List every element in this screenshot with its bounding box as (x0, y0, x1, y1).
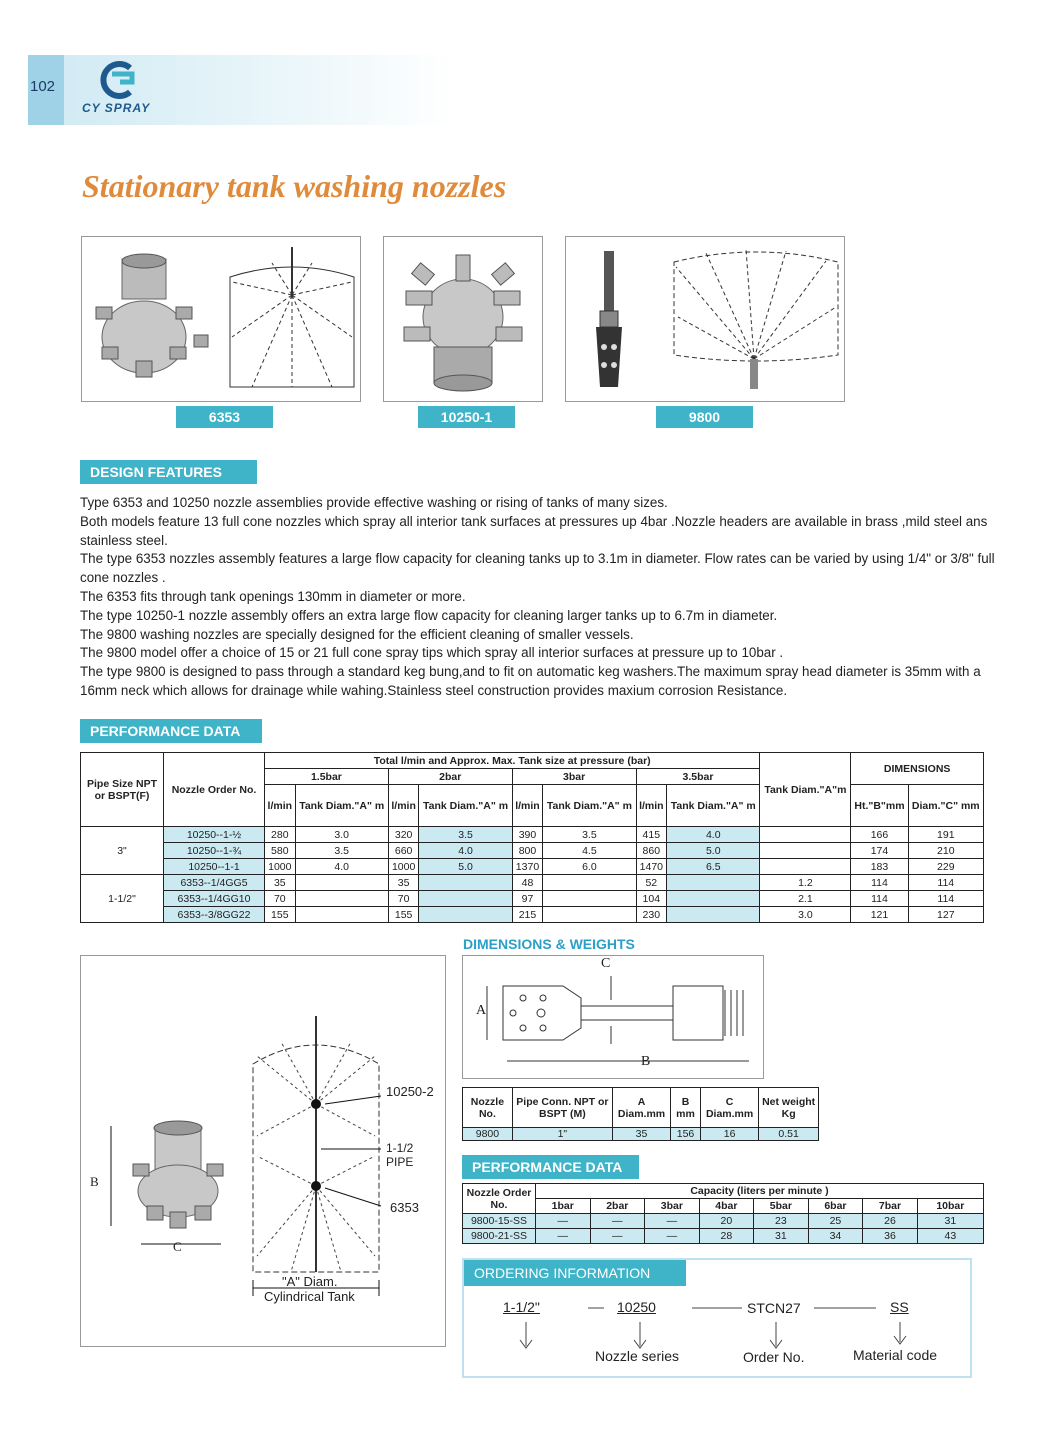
label-material-code: Material code (853, 1347, 938, 1363)
header-pressure: 2bar (590, 1199, 645, 1214)
code-pipe-size: 1-1/2" (503, 1299, 540, 1315)
cell: 34 (808, 1229, 863, 1244)
cell-ht: 174 (851, 843, 908, 859)
header-nozzle-no: Nozzle No. (463, 1088, 513, 1128)
header-pressure: 1.5bar (265, 769, 389, 785)
label-pipe-size: 1-1/2 (386, 1141, 414, 1155)
cell-dc: 114 (908, 891, 983, 907)
nozzle-10250-illustration (384, 237, 542, 401)
header-pressure: 3bar (645, 1199, 700, 1214)
cell-tank: 1.2 (760, 875, 851, 891)
cell: — (536, 1229, 591, 1244)
header-capacity: Capacity (liters per minute ) (536, 1184, 984, 1199)
design-paragraph: The type 6353 nozzles assembly features a large flow capacity for cleaning tanks up to 3.1m in diameter. Flow rates can be varied by using 1/4" or 3/8" full cone nozzles . (80, 551, 995, 586)
cell: 3.5 (543, 827, 636, 843)
nozzle-9800-drawing (463, 956, 763, 1078)
dimensions-weights-heading: DIMENSIONS & WEIGHTS (463, 936, 635, 952)
cy-spray-logo-icon (92, 60, 142, 100)
cell: 6.5 (667, 859, 760, 875)
cell: 52 (636, 875, 667, 891)
cell: 580 (265, 843, 296, 859)
cell: 104 (636, 891, 667, 907)
cell (543, 875, 636, 891)
cell: 3.5 (419, 827, 512, 843)
label-pipe: PIPE (386, 1155, 414, 1169)
table-row (463, 1229, 984, 1244)
nozzle-6353-illustration (82, 237, 360, 401)
code-nozzle-series: 10250 (617, 1299, 656, 1315)
label-6353: 6353 (176, 406, 273, 428)
down-arrow-icon (634, 1322, 646, 1348)
code-order-no: STCN27 (747, 1300, 801, 1316)
cell: 4.5 (543, 843, 636, 859)
cell: — (536, 1214, 591, 1229)
cell: 36 (863, 1229, 918, 1244)
cell (419, 875, 512, 891)
brand-name: CY SPRAY (82, 101, 151, 115)
cell: — (645, 1229, 700, 1244)
label-c-diam: C (173, 1239, 182, 1254)
header-c-diam: C Diam.mm (700, 1088, 758, 1128)
down-arrow-icon (894, 1322, 906, 1344)
cell: 4.0 (667, 827, 760, 843)
header-pressure: 5bar (754, 1199, 809, 1214)
label-cylindrical-tank: Cylindrical Tank (264, 1289, 355, 1304)
table-row (463, 1214, 984, 1229)
cell: 25 (808, 1214, 863, 1229)
cell-pipe: 1-1/2" (81, 875, 164, 923)
header-pressure: 3bar (512, 769, 636, 785)
cell (419, 891, 512, 907)
page-title: Stationary tank washing nozzles (82, 168, 507, 204)
cell-tank (760, 859, 851, 875)
cell: 660 (388, 843, 419, 859)
cell: 35 (612, 1128, 670, 1141)
cell: 860 (636, 843, 667, 859)
cell (543, 907, 636, 923)
header-a-diam: A Diam.mm (612, 1088, 670, 1128)
cell: 3.5 (295, 843, 388, 859)
cell: 390 (512, 827, 543, 843)
design-paragraph: Type 6353 and 10250 nozzle assemblies provide effective washing or rising of tanks of many sizes. (80, 495, 668, 510)
cell: 156 (671, 1128, 701, 1141)
cell: 70 (388, 891, 419, 907)
header-tank-a: Tank Diam."A" m (543, 785, 636, 827)
performance-table (80, 752, 984, 923)
header-pressure: 2bar (388, 769, 512, 785)
cell: 9800 (463, 1128, 513, 1141)
design-paragraph: The 9800 washing nozzles are specially designed for the efficient cleaning of smaller vessels. (80, 626, 634, 642)
cell-order: 6353--1/4GG10 (164, 891, 265, 907)
cell: 48 (512, 875, 543, 891)
label-b-height: B (90, 1174, 99, 1189)
cell-order: 9800-15-SS (463, 1214, 536, 1229)
header-pipe-conn: Pipe Conn. NPT or BSPT (M) (512, 1088, 612, 1128)
cell: — (645, 1214, 700, 1229)
header-lmin: l/min (512, 785, 543, 827)
header-pipe-size: Pipe Size NPT or BSPT(F) (81, 753, 164, 827)
header-nozzle-order: Nozzle Order No. (164, 753, 265, 827)
cell: 31 (917, 1214, 983, 1229)
cell: 35 (388, 875, 419, 891)
performance-data-heading: PERFORMANCE DATA (80, 719, 262, 743)
header-tank-a: Tank Diam."A" m (667, 785, 760, 827)
cell-dc: 127 (908, 907, 983, 923)
cell (295, 891, 388, 907)
header-diam-c: Diam."C" mm (908, 785, 983, 827)
design-features-heading: DESIGN FEATURES (80, 460, 257, 484)
header-pressure: 4bar (699, 1199, 754, 1214)
cell: 35 (265, 875, 296, 891)
performance-data-9800-heading: PERFORMANCE DATA (462, 1155, 639, 1179)
cell: 155 (388, 907, 419, 923)
header-pressure: 10bar (917, 1199, 983, 1214)
cell: 280 (265, 827, 296, 843)
page-number: 102 (30, 78, 56, 95)
cell-ht: 183 (851, 859, 908, 875)
design-features-text (80, 494, 1000, 701)
table-row (81, 875, 984, 891)
cell: 4.0 (419, 843, 512, 859)
cell: 320 (388, 827, 419, 843)
cell-order: 9800-21-SS (463, 1229, 536, 1244)
cell (667, 875, 760, 891)
nozzle-9800-dimension-drawing (462, 955, 764, 1079)
cell: 31 (754, 1229, 809, 1244)
cell: 1470 (636, 859, 667, 875)
table-row (81, 859, 984, 875)
cell-order: 10250--1-1 (164, 859, 265, 875)
dim-label-b: B (641, 1054, 651, 1069)
cell-order: 6353--3/8GG22 (164, 907, 265, 923)
label-order-no: Order No. (743, 1349, 805, 1365)
header-tank-a: Tank Diam."A" m (419, 785, 512, 827)
cell-dc: 114 (908, 875, 983, 891)
dim-label-a: A (476, 1003, 487, 1018)
cell: — (590, 1214, 645, 1229)
cell: 215 (512, 907, 543, 923)
table-row (81, 891, 984, 907)
cell: 3.0 (295, 827, 388, 843)
header-lmin: l/min (265, 785, 296, 827)
cell (419, 907, 512, 923)
table-row (81, 843, 984, 859)
cell-dc: 191 (908, 827, 983, 843)
label-6353-diagram: 6353 (390, 1200, 419, 1215)
header-ht-b: Ht."B"mm (851, 785, 908, 827)
cell: — (590, 1229, 645, 1244)
down-arrow-icon (520, 1322, 532, 1348)
cell: 6.0 (543, 859, 636, 875)
cell (543, 891, 636, 907)
cell-ht: 166 (851, 827, 908, 843)
header-dimensions: DIMENSIONS (851, 753, 984, 785)
cell: 26 (863, 1214, 918, 1229)
cell (295, 907, 388, 923)
cell: 0.51 (759, 1128, 819, 1141)
cell: 800 (512, 843, 543, 859)
cell-tank: 2.1 (760, 891, 851, 907)
cell-ht: 114 (851, 891, 908, 907)
dim-label-c: C (601, 956, 611, 971)
cell (295, 875, 388, 891)
design-paragraph: The 6353 fits through tank openings 130mm in diameter or more. (80, 588, 466, 604)
cell: 28 (699, 1229, 754, 1244)
cell-order: 6353--1/4GG5 (164, 875, 265, 891)
header-pressure: 7bar (863, 1199, 918, 1214)
header-b-mm: B mm (671, 1088, 701, 1128)
cell: 97 (512, 891, 543, 907)
header-tank-diam: Tank Diam."A"m (760, 753, 851, 827)
cell (667, 891, 760, 907)
cell-pipe: 3" (81, 827, 164, 875)
header-nozzle-order-no: Nozzle Order No. (463, 1184, 536, 1214)
label-10250-2: 10250-2 (386, 1084, 434, 1099)
cell-tank (760, 827, 851, 843)
header-lmin: l/min (388, 785, 419, 827)
design-paragraph: The type 9800 is designed to pass through a standard keg bung,and to fit on automatic keg washers.The maximum spray head diameter is 35mm with a 16mm neck which allows for drainage while wahing.Stainless steel construction provides maxium corrosion Resistance. (80, 664, 981, 698)
cell: 1000 (388, 859, 419, 875)
cell: 16 (700, 1128, 758, 1141)
capacity-table (462, 1183, 984, 1244)
cell-order: 10250--1-¾ (164, 843, 265, 859)
cell-dc: 210 (908, 843, 983, 859)
cell-tank: 3.0 (760, 907, 851, 923)
cell: 20 (699, 1214, 754, 1229)
product-9800-image (565, 236, 845, 402)
label-nozzle-series: Nozzle series (595, 1348, 680, 1364)
label-a-diam: "A" Diam. (282, 1274, 338, 1289)
label-9800: 9800 (656, 406, 753, 428)
cell: 415 (636, 827, 667, 843)
cell: 1000 (265, 859, 296, 875)
header-pressure: 3.5bar (636, 769, 760, 785)
label-10250-1: 10250-1 (418, 406, 515, 428)
cell-dc: 229 (908, 859, 983, 875)
design-paragraph: The 9800 model offer a choice of 15 or 21 full cone spray tips which spray all interior surfaces at pressure up to 10bar . (80, 645, 784, 661)
code-material: SS (890, 1299, 909, 1315)
cell: 1" (512, 1128, 612, 1141)
ordering-information-heading: ORDERING INFORMATION (464, 1260, 686, 1286)
cell: 5.0 (667, 843, 760, 859)
cell-ht: 121 (851, 907, 908, 923)
table-row (81, 907, 984, 923)
cell: 23 (754, 1214, 809, 1229)
header-lmin: l/min (636, 785, 667, 827)
cell: 4.0 (295, 859, 388, 875)
design-paragraph: Both models feature 13 full cone nozzles which spray all interior tank surfaces at pressures up 4bar .Nozzle headers are available in brass ,mild steel ans stainless steel. (80, 513, 988, 548)
product-10250-image (383, 236, 543, 402)
cell-ht: 114 (851, 875, 908, 891)
table-row (81, 827, 984, 843)
header-pressure: 1bar (536, 1199, 591, 1214)
cell: 43 (917, 1229, 983, 1244)
cell-tank (760, 843, 851, 859)
cell: 5.0 (419, 859, 512, 875)
table-row (463, 1128, 819, 1141)
cell (667, 907, 760, 923)
cell: 70 (265, 891, 296, 907)
cell: 155 (265, 907, 296, 923)
header-pressure: 6bar (808, 1199, 863, 1214)
header-tank-a: Tank Diam."A" m (295, 785, 388, 827)
product-6353-image (81, 236, 361, 402)
cell: 230 (636, 907, 667, 923)
design-paragraph: The type 10250-1 nozzle assembly offers an extra large flow capacity for cleaning larger tanks up to 6.7m in diameter. (80, 607, 778, 623)
dimensions-table (462, 1087, 819, 1141)
cell-order: 10250--1-½ (164, 827, 265, 843)
down-arrow-icon (770, 1322, 782, 1348)
header-total: Total l/min and Approx. Max. Tank size at pressure (bar) (265, 753, 760, 769)
nozzle-9800-illustration (566, 237, 844, 401)
cell: 1370 (512, 859, 543, 875)
header-net-weight: Net weight Kg (759, 1088, 819, 1128)
